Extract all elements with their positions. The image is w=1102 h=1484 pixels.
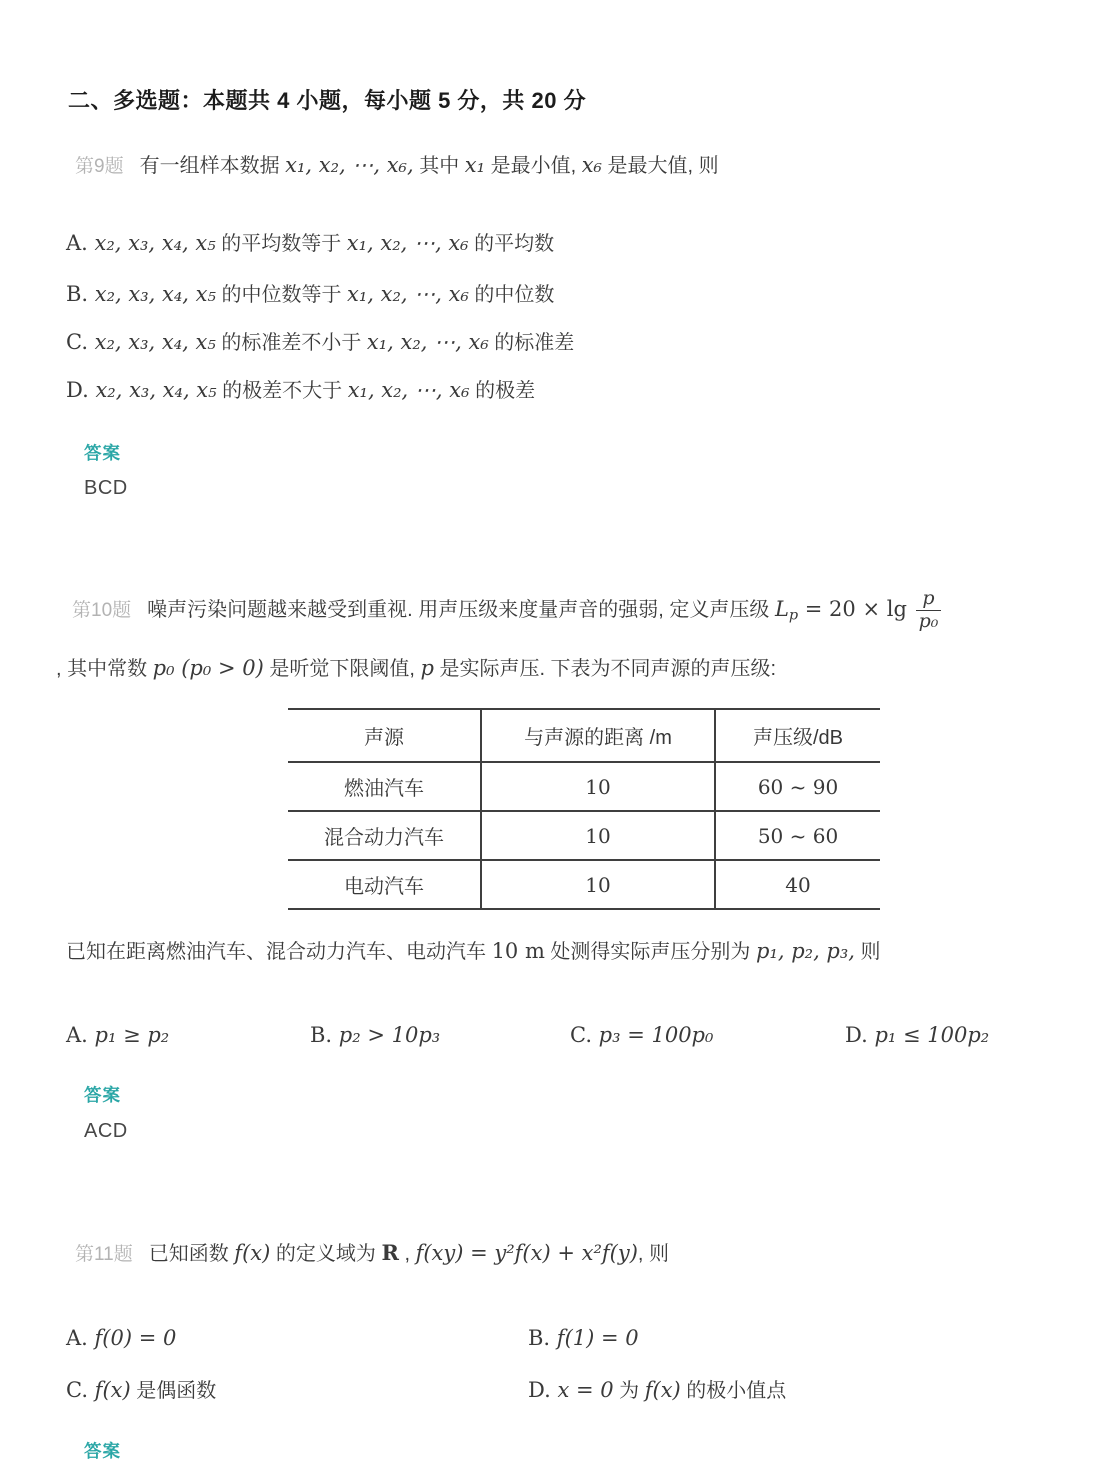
q11-label: 第11题 <box>75 1244 133 1265</box>
q10-answer-label: 答案 <box>84 1085 121 1105</box>
q9-option-c: C. x₂, x₃, x₄, x₅ 的标准差不小于 x₁, x₂, ⋯, x₆ 的标准差 <box>66 330 575 354</box>
q9-stem-row <box>75 152 719 180</box>
cell-source: 燃油汽车 <box>288 762 481 811</box>
q11-option-b: B. f(1) = 0 <box>528 1326 639 1350</box>
q10-stem-row <box>72 588 941 633</box>
q9-option-d: D. x₂, x₃, x₄, x₅ 的极差不大于 x₁, x₂, ⋯, x₆ 的极差 <box>66 378 536 402</box>
q10-answer-value: ACD <box>84 1120 128 1142</box>
q11-stem: 已知函数 f(x) 的定义域为 R , f(xy) = y²f(x) + x²f(y), 则 <box>148 1240 670 1265</box>
q11-stem-row <box>75 1240 669 1268</box>
cell-source: 混合动力汽车 <box>288 811 481 860</box>
q11-option-a: A. f(0) = 0 <box>66 1326 177 1350</box>
table-header-source: 声源 <box>288 709 481 762</box>
q9-option-b: B. x₂, x₃, x₄, x₅ 的中位数等于 x₁, x₂, ⋯, x₆ 的中位数 <box>66 282 555 306</box>
pressure-table-header-row <box>288 709 880 762</box>
cell-source: 电动汽车 <box>288 860 481 909</box>
q11-option-c: C. f(x) 是偶函数 <box>66 1378 217 1402</box>
q9-answer-label: 答案 <box>84 443 121 463</box>
q11-answer-label: 答案 <box>84 1441 121 1461</box>
section-header: 二、多选题：本题共 4 小题，每小题 5 分，共 20 分 <box>68 88 587 113</box>
table-header-distance: 与声源的距离 /m <box>481 709 715 762</box>
q10-option-c: C. p₃ = 100p₀ <box>570 1023 714 1047</box>
cell-distance: 10 <box>481 762 715 811</box>
q10-stem-line1: 噪声污染问题越来越受到重视. 用声压级来度量声音的强弱, 定义声压级 $L_p = 20 \times \lg$ $\frac{p}{\text{p₀}}$ <box>147 599 941 621</box>
table-header-level: 声压级/dB <box>715 709 880 762</box>
cell-distance: 10 <box>481 860 715 909</box>
q10-label: 第10题 <box>72 599 132 621</box>
q9-stem: 有一组样本数据 x₁, x₂, ⋯, x₆, 其中 x₁ 是最小值, x₆ 是最大值, 则 <box>139 153 719 177</box>
q9-option-a: A. x₂, x₃, x₄, x₅ 的平均数等于 x₁, x₂, ⋯, x₆ 的平均数 <box>66 231 555 255</box>
q10-option-d: D. p₁ ≤ 100p₂ <box>845 1023 990 1047</box>
table-row-electric-car <box>288 860 880 909</box>
table-row-hybrid-car <box>288 811 880 860</box>
q10-stem-line2: , 其中常数 p₀ (p₀ > 0) 是听觉下限阈值, p 是实际声压. 下表为不同声源的声压级: <box>56 656 777 680</box>
cell-level: 40 <box>715 860 880 909</box>
q9-label: 第9题 <box>75 156 124 177</box>
q11-option-d: D. x = 0 为 f(x) 的极小值点 <box>528 1378 787 1402</box>
cell-level: 50 ~ 60 <box>715 811 880 860</box>
cell-distance: 10 <box>481 811 715 860</box>
q10-option-a: A. p₁ ≥ p₂ <box>66 1023 170 1047</box>
pressure-table <box>288 708 880 910</box>
q10-option-b: B. p₂ > 10p₃ <box>310 1023 441 1047</box>
q9-answer-value: BCD <box>84 477 128 499</box>
cell-level: 60 ~ 90 <box>715 762 880 811</box>
q10-stem-line3: 已知在距离燃油汽车、混合动力汽车、电动汽车 10 m 处测得实际声压分别为 p₁, p₂, p₃, 则 <box>66 939 881 963</box>
table-row-fuel-car <box>288 762 880 811</box>
